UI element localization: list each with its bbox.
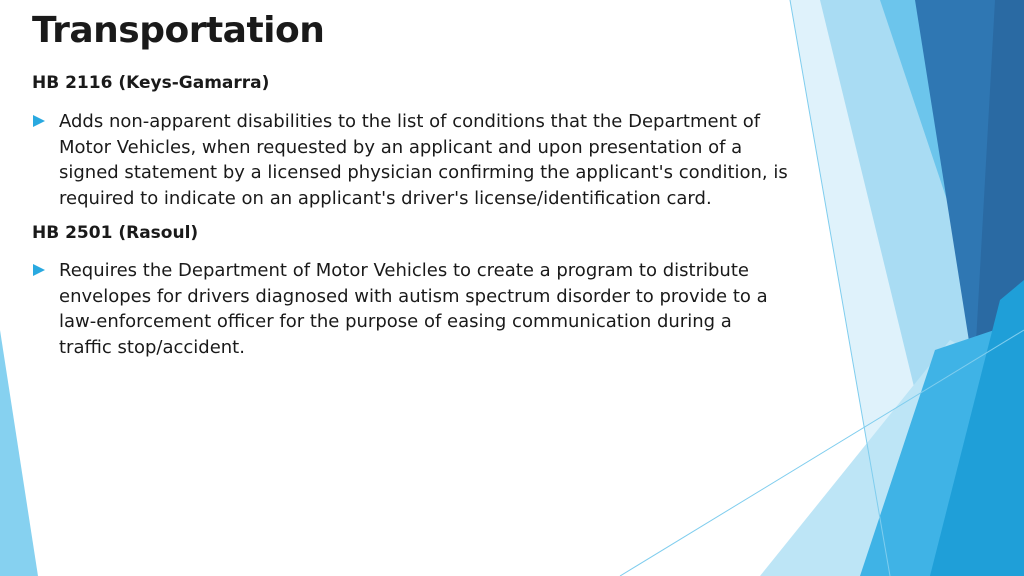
bullet-arrow-icon — [32, 258, 59, 281]
bullet-text: Adds non-apparent disabilities to the list of conditions that the Department of Motor Vehicles, when requested by an applicant and upon presentation of a signed statement by a licensed physician confirming the applicant's condition, is required to indicate on an applicant's driver's license/identification card. — [59, 111, 788, 209]
section-heading-hb2116: HB 2116 (Keys-Gamarra) — [32, 73, 270, 93]
bullet-text: Requires the Department of Motor Vehicles to create a program to distribute envelopes for drivers diagnosed with autism spectrum disorder to provide to a law-enforcement officer for the purpose of easing communication during a traffic stop/accident. — [59, 260, 768, 358]
bullet-arrow-icon — [32, 109, 59, 132]
slide-title: Transportation — [32, 10, 325, 51]
bullet-hb2116 — [32, 109, 832, 211]
bullet-hb2501 — [32, 258, 832, 360]
section-heading-hb2501: HB 2501 (Rasoul) — [32, 223, 199, 243]
